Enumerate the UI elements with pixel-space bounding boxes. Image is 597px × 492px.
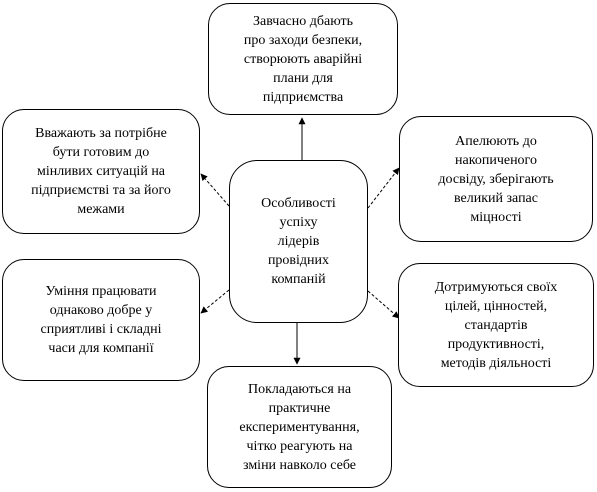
lower-left-box (2, 259, 200, 381)
top-box (208, 3, 398, 115)
arrow-to-upper-right (368, 168, 399, 208)
lower-right-text: Дотримуються своїх цілей, цінностей, стандартів продуктивності, методів діяльності (434, 279, 558, 371)
center-text: Особливості успіху лідерів провідних компаній (261, 196, 336, 287)
lower-right-box (398, 263, 594, 387)
center-box (229, 160, 368, 323)
arrow-to-lower-right (368, 291, 399, 318)
upper-left-box (2, 109, 200, 234)
bottom-text: Покладаються на практичне експериментування, чітко реагують на зміни навколо себе (239, 381, 360, 473)
lower-left-text: Уміння працювати однаково добре у сприятливі і складні часи для компанії (40, 284, 162, 356)
arrow-to-upper-left (201, 174, 229, 206)
upper-right-text: Апелюють до накопиченого досвіду, зберігають великий запас міцності (438, 133, 554, 225)
upper-left-text: Вважають за потрібне бути готовим до мінливих ситуацій на підприємстві та за його межами (31, 126, 171, 217)
upper-right-box (399, 116, 593, 242)
bottom-box (207, 366, 392, 488)
arrow-to-lower-left (201, 290, 229, 313)
top-text: Завчасно дбають про заходи безпеки, створюють аварійні плани для підприємства (243, 13, 363, 105)
